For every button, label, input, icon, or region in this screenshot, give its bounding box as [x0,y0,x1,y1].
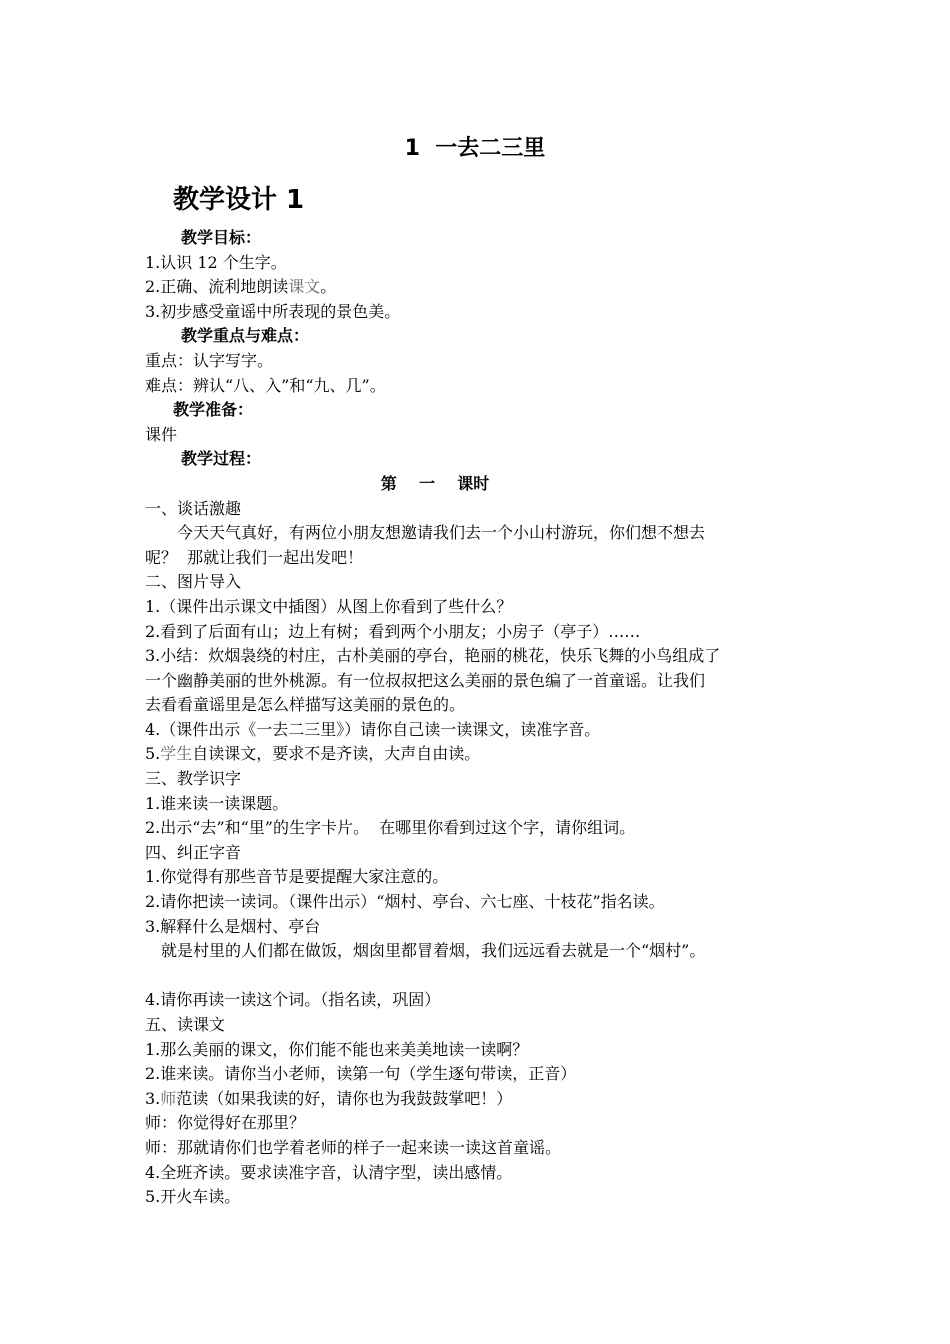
section-2-line-5: 去看看童谣里是怎么样描写这美丽的景色的。 [145,695,466,715]
section-5-line-3-prefix: 3. [145,1088,161,1108]
section-5-line-1: 1.那么美丽的课文，你们能不能也来美美地读一读啊？ [145,1039,529,1059]
section-4-title: 四、纠正字音 [145,842,242,862]
section-5-line-4: 师：你觉得好在那里？ [145,1113,306,1133]
preparation-content: 课件 [145,424,178,444]
key-point-focus: 重点：认字写字。 [145,350,274,370]
document-body [145,226,825,1210]
section-3-line-2: 2.出示“去”和“里”的生字卡片。 在哪里你看到过这个字，请你组词。 [145,818,636,838]
section-4-line-2: 2.请你把读一读词。（课件出示）“烟村、亭台、六七座、十枝花”指名读。 [145,892,665,912]
design-title: 教学设计 1 [173,185,305,215]
objective-item-2 [145,275,825,300]
section-4-line-3: 3.解释什么是烟村、亭台 [145,916,321,936]
objective-item-3: 3.初步感受童谣中所表现的景色美。 [145,301,401,321]
objectives-heading: 教学目标： [181,228,262,247]
process-heading: 教学过程： [181,449,262,469]
key-point-difficulty: 难点：辨认“八、入”和“九、几”。 [145,375,386,395]
section-2-line-7-rest: 自读课文，要求不是齐读，大声自由读。 [192,744,481,764]
blank-line [145,964,825,989]
section-2-line-7-prefix: 5. [145,744,161,764]
section-4-line-5: 4.请你再读一读这个词。（指名读，巩固） [145,990,441,1010]
section-5-title: 五、读课文 [145,1015,226,1034]
text-link-xuesheng[interactable]: 学生 [160,744,193,764]
section-2-line-4: 一个幽静美丽的世外桃源。有一位叔叔把这么美丽的景色编了一首童谣。让我们 [145,670,706,690]
section-2-line-1: 1.（课件出示课文中插图）从图上你看到了些什么？ [145,596,513,616]
key-points-heading: 教学重点与难点： [181,326,310,346]
document-title: 1 一去二三里 [404,136,546,161]
section-5-line-5: 师：那就请你们也学着老师的样子一起来读一读这首童谣。 [145,1137,562,1157]
objective-item-2-text: 2.正确、流利地朗读 [145,277,289,297]
section-5-line-3 [145,1087,825,1112]
section-5-line-6: 4.全班齐读。要求读准字音，认清字型，读出感情。 [145,1162,513,1182]
section-1-para-line-1: 今天天气真好，有两位小朋友想邀请我们去一个小山村游玩，你们想不想去 [177,523,706,543]
text-link-kewen[interactable]: 课文 [288,277,321,297]
section-2-line-6: 4.（课件出示《一去二三里》）请你自己读一读课文，读准字音。 [145,719,601,739]
section-5-line-3-rest: 范读（如果我读的好，请你也为我鼓鼓掌吧！） [176,1088,513,1108]
section-4-line-1: 1.你觉得有那些音节是要提醒大家注意的。 [145,867,449,887]
section-3-line-1: 1.谁来读一读课题。 [145,793,289,813]
lesson-title: 第 一 课时 [380,473,490,493]
section-2-title: 二、图片导入 [145,572,242,592]
objective-item-1: 1.认识 12 个生字。 [145,252,287,272]
section-4-line-4: 就是村里的人们都在做饭，烟囱里都冒着烟，我们远远看去就是一个“烟村”。 [161,941,706,961]
section-1-title: 一、谈话激趣 [145,498,242,518]
section-2-line-2: 2.看到了后面有山；边上有树；看到两个小朋友；小房子（亭子）…… [145,621,641,641]
section-2-line-3: 3.小结：炊烟袅绕的村庄，古朴美丽的亭台，艳丽的桃花，快乐飞舞的小鸟组成了 [145,646,721,666]
objective-item-2-end: 。 [320,277,337,297]
section-2-line-7 [145,742,825,767]
section-5-line-2: 2.谁来读。请你当小老师，读第一句（学生逐句带读，正音） [145,1064,577,1084]
preparation-heading: 教学准备： [173,400,254,420]
section-5-line-7: 5.开火车读。 [145,1187,241,1207]
section-1-para-line-2: 呢？ 那就让我们一起出发吧！ [145,547,364,567]
section-3-title: 三、教学识字 [145,769,242,789]
text-link-shi[interactable]: 师 [160,1088,177,1108]
